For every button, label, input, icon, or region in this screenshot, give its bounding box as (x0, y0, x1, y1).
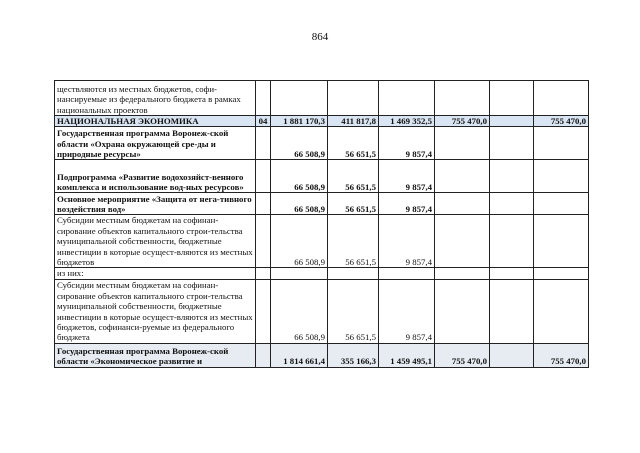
amount-cell-c2: 56 651,5 (328, 193, 379, 215)
amount-cell-c1: 66 508,9 (271, 160, 328, 193)
amount-cell-c2: 411 817,8 (328, 116, 379, 127)
table-row (55, 127, 589, 160)
section-code-cell: 04 (256, 116, 271, 127)
amount-cell-c3 (379, 81, 435, 116)
amount-cell-c6: 755 470,0 (534, 116, 589, 127)
amount-cell-c4 (435, 160, 490, 193)
amount-cell-c3: 1 459 495,1 (379, 343, 435, 367)
table-row (55, 343, 589, 367)
table-row (55, 193, 589, 215)
amount-cell-c4 (435, 193, 490, 215)
page-number: 864 (311, 31, 329, 43)
section-code-cell (256, 343, 271, 367)
row-name-cell: Подпрограмма «Развитие водохозяйст-венного комплекса и использование вод-ных ресурсов» (55, 160, 256, 193)
row-name-cell: Субсидии местным бюджетам на софинан-сирование объектов капитального строи-тельства муниципальной собственности, бюджетные инвестиции в которые осущест-вляются из местных бюджетов, софинанси-руемые из федерального бюджета (55, 279, 256, 343)
section-code-cell (256, 127, 271, 160)
section-code-cell (256, 193, 271, 215)
amount-cell-c5 (490, 81, 534, 116)
amount-cell-c3: 9 857,4 (379, 193, 435, 215)
row-name-cell: из них: (55, 268, 256, 279)
budget-table (54, 80, 589, 368)
amount-cell-c2: 56 651,5 (328, 127, 379, 160)
amount-cell-c4 (435, 127, 490, 160)
row-name-cell: Субсидии местным бюджетам на софинан-сирование объектов капитального строи-тельства муниципальной собственности, бюджетные инвестиции в которые осущест-вляются из местных бюджетов (55, 215, 256, 268)
amount-cell-c3: 9 857,4 (379, 279, 435, 343)
section-code-cell (256, 268, 271, 279)
amount-cell-c3: 1 469 352,5 (379, 116, 435, 127)
budget-table-body (55, 81, 589, 368)
amount-cell-c6 (534, 268, 589, 279)
amount-cell-c6 (534, 279, 589, 343)
amount-cell-c2 (328, 268, 379, 279)
amount-cell-c6 (534, 127, 589, 160)
table-row (55, 160, 589, 193)
amount-cell-c1 (271, 81, 328, 116)
amount-cell-c1: 1 881 170,3 (271, 116, 328, 127)
table-row (55, 268, 589, 279)
amount-cell-c5 (490, 193, 534, 215)
amount-cell-c6 (534, 193, 589, 215)
amount-cell-c5 (490, 160, 534, 193)
amount-cell-c6 (534, 81, 589, 116)
section-code-cell (256, 215, 271, 268)
amount-cell-c4: 755 470,0 (435, 116, 490, 127)
amount-cell-c2: 56 651,5 (328, 215, 379, 268)
amount-cell-c1: 66 508,9 (271, 215, 328, 268)
section-code-cell (256, 81, 271, 116)
amount-cell-c6 (534, 160, 589, 193)
amount-cell-c4: 755 470,0 (435, 343, 490, 367)
amount-cell-c1: 66 508,9 (271, 127, 328, 160)
amount-cell-c2 (328, 81, 379, 116)
row-name-cell: Основное мероприятие «Защита от нега-тивного воздействия вод» (55, 193, 256, 215)
table-row (55, 215, 589, 268)
row-name-cell: Государственная программа Воронеж-ской области «Экономическое развитие и (55, 343, 256, 367)
amount-cell-c4 (435, 215, 490, 268)
amount-cell-c6 (534, 215, 589, 268)
amount-cell-c2: 56 651,5 (328, 160, 379, 193)
table-row (55, 279, 589, 343)
amount-cell-c5 (490, 127, 534, 160)
row-name-cell: Государственная программа Воронеж-ской области «Охрана окружающей сре-ды и природные ресурсы» (55, 127, 256, 160)
amount-cell-c3: 9 857,4 (379, 215, 435, 268)
row-name-cell: НАЦИОНАЛЬНАЯ ЭКОНОМИКА (55, 116, 256, 127)
amount-cell-c1: 1 814 661,4 (271, 343, 328, 367)
section-code-cell (256, 279, 271, 343)
amount-cell-c5 (490, 215, 534, 268)
amount-cell-c5 (490, 343, 534, 367)
section-code-cell (256, 160, 271, 193)
table-row (55, 116, 589, 127)
amount-cell-c2: 56 651,5 (328, 279, 379, 343)
amount-cell-c5 (490, 268, 534, 279)
amount-cell-c5 (490, 116, 534, 127)
table-row (55, 81, 589, 116)
amount-cell-c4 (435, 268, 490, 279)
amount-cell-c2: 355 166,3 (328, 343, 379, 367)
amount-cell-c5 (490, 279, 534, 343)
amount-cell-c1: 66 508,9 (271, 279, 328, 343)
amount-cell-c1 (271, 268, 328, 279)
amount-cell-c4 (435, 279, 490, 343)
amount-cell-c3: 9 857,4 (379, 127, 435, 160)
amount-cell-c3 (379, 268, 435, 279)
amount-cell-c3: 9 857,4 (379, 160, 435, 193)
amount-cell-c1: 66 508,9 (271, 193, 328, 215)
row-name-cell: ществляются из местных бюджетов, софи-нансируемые из федерального бюджета в рамках национальных проектов (55, 81, 256, 116)
amount-cell-c6: 755 470,0 (534, 343, 589, 367)
amount-cell-c4 (435, 81, 490, 116)
